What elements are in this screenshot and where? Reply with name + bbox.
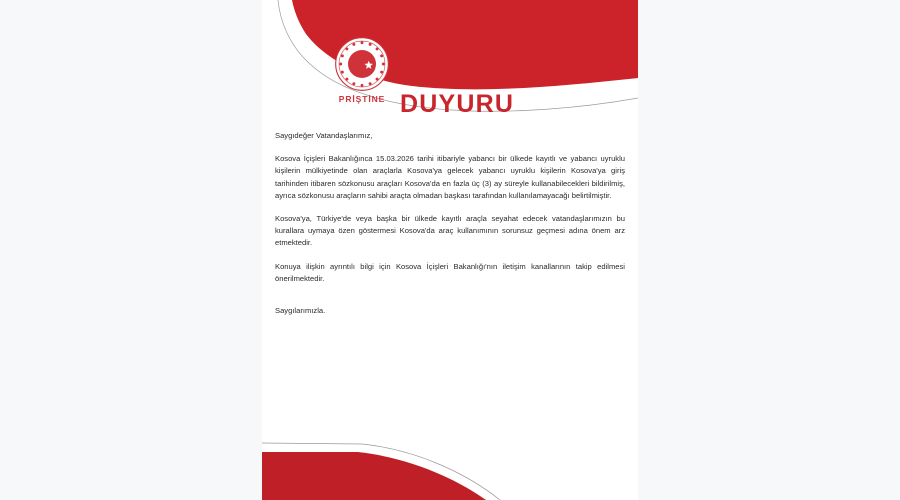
letter-paragraph-3: Konuya ilişkin ayrıntılı bilgi için Kosova İçişleri Bakanlığı'nın iletişim kanallarının takip edilmesi önerilmektedir. [275,261,625,283]
page-title: DUYURU [400,90,515,118]
announcement-document [262,0,638,500]
ministry-emblem-block [326,36,398,104]
footer-red-swoosh [262,452,486,500]
emblem-caption: PRİŞTİNE [338,94,386,104]
letter-salutation: Saygıdeğer Vatandaşlarımız, [275,131,373,140]
turkish-mfa-seal-icon [334,36,390,92]
footer-hairline [262,443,500,500]
letter-paragraph-1: Kosova İçişleri Bakanlığınca 15.03.2026 tarihi itibariyle yabancı bir ülkede kayıtlı ve yabancı uyruklu kişilerin mülkiyetinde olan araçlarla Kosova'ya gelecek yabancı uyruklu kişilerin Kosova'ya giriş tarihinden itibaren sözkonusu araçları Kosova'da en fazla üç (3) ay süreyle kullanabilecekleri bildirilmiş, ayrıca sözkonusu araçların sahibi araçta olmadan başkası tarafından kullanılamayacağı belirtilmiştir. [275,154,625,200]
letter-body [275,130,625,328]
letter-closing: Saygılarımızla. [275,306,326,316]
letter-paragraph-2: Kosova'ya, Türkiye'de veya başka bir ülkede kayıtlı araçla seyahat edecek vatandaşlarımızın bu kurallara uymaya özen göstermesi Kosova'da araç kullanımının sorunsuz geçmesi adına önem arz etmektedir. [275,214,625,248]
